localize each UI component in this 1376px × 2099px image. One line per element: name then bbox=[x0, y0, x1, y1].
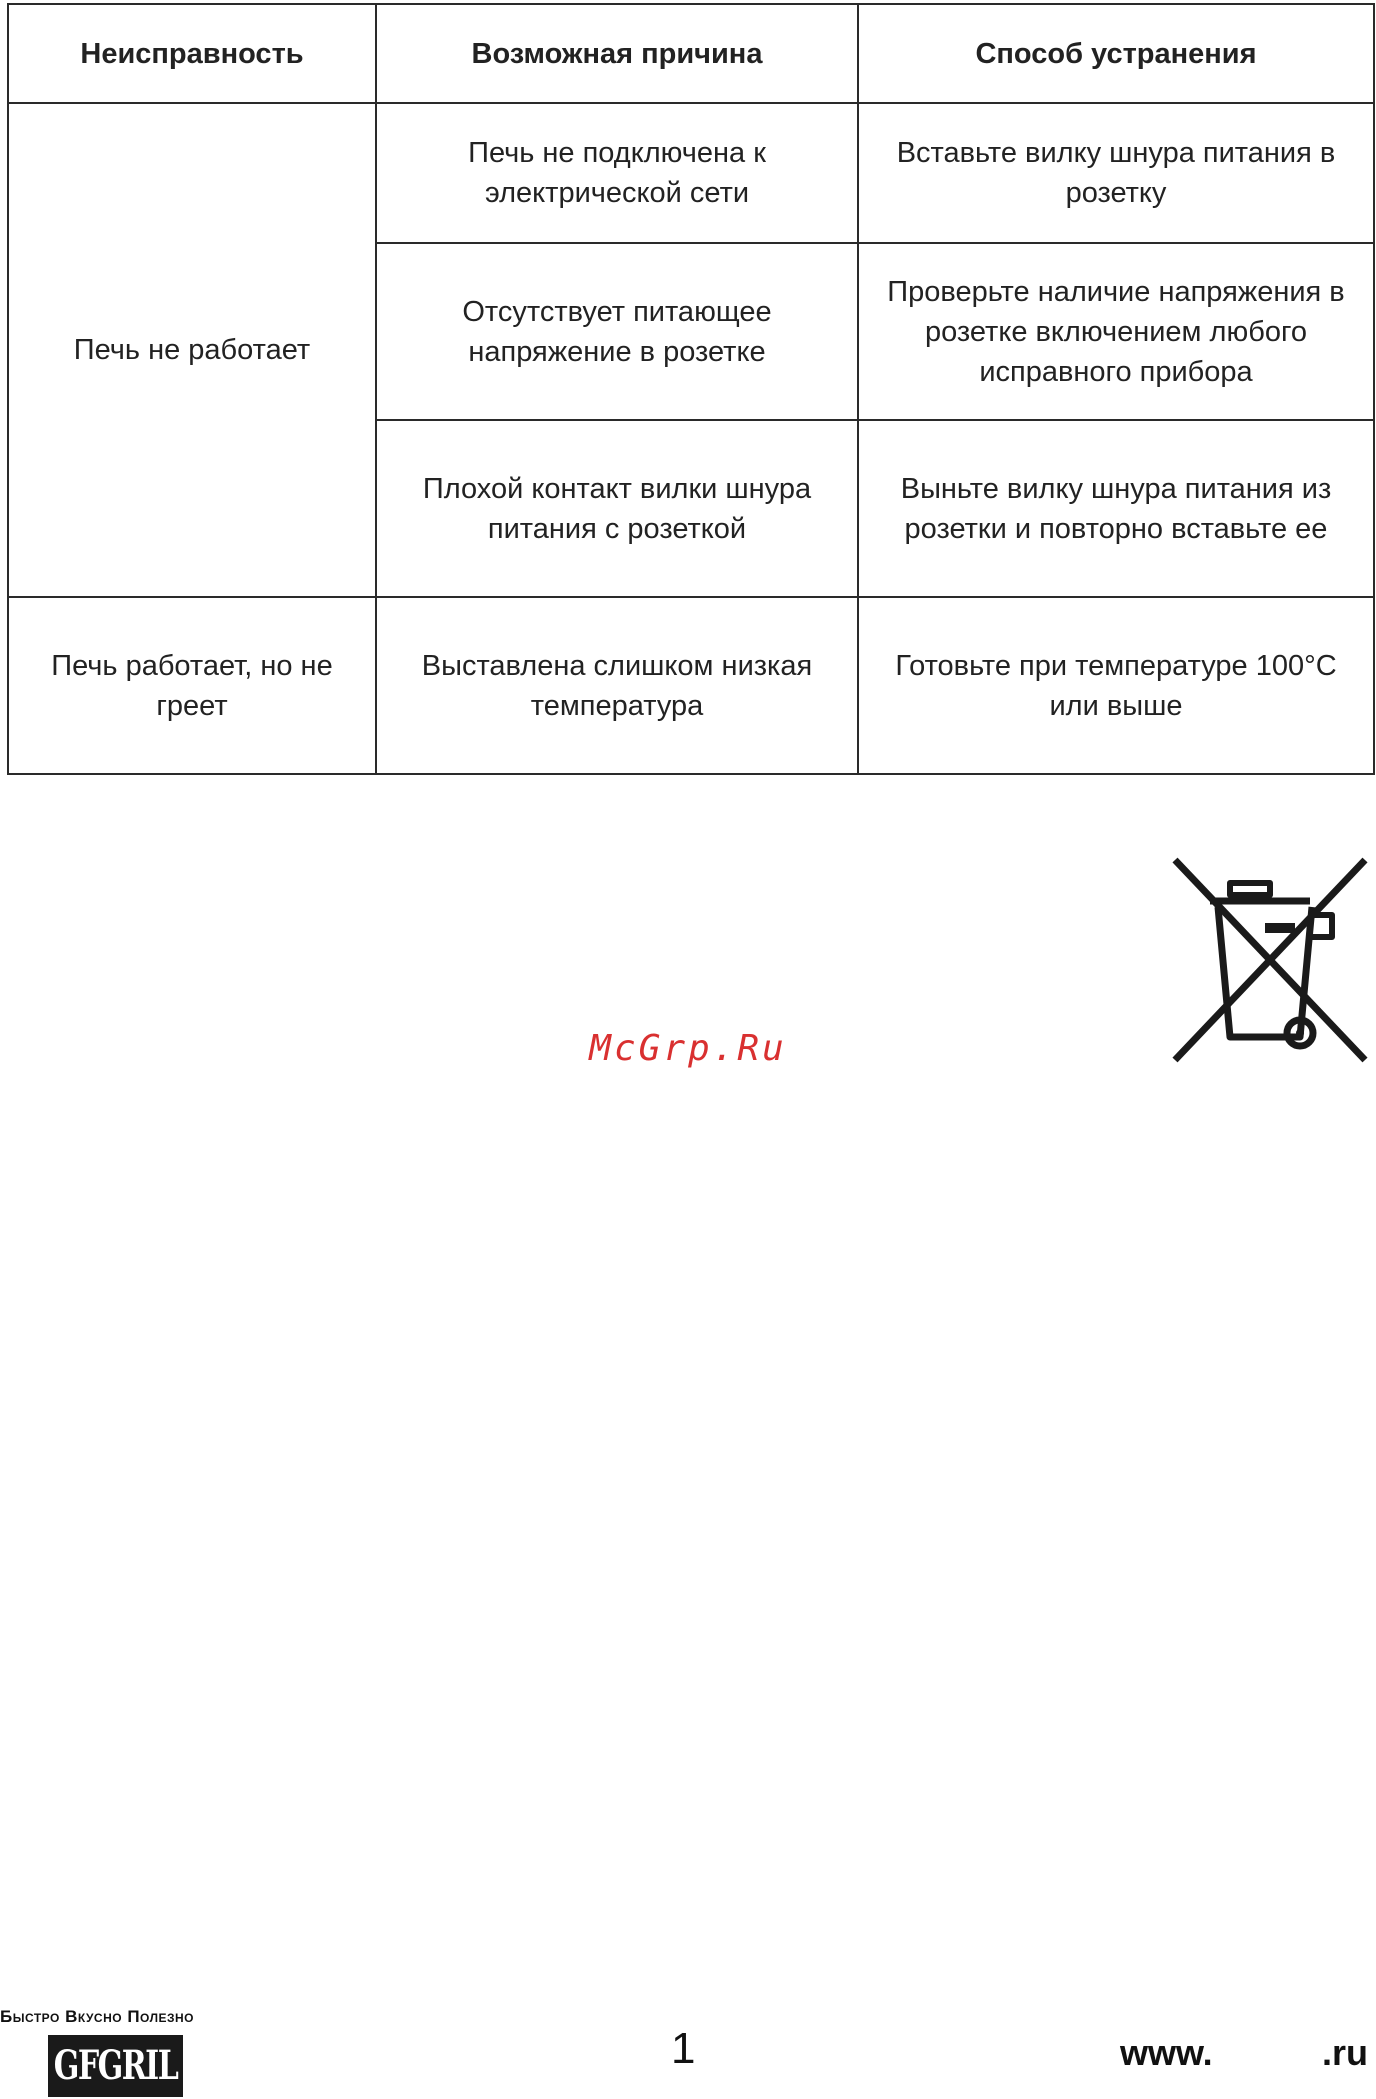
header-fault: Неисправность bbox=[8, 4, 376, 103]
remedy-text: Вставьте вилку шнура питания в розетку bbox=[896, 137, 1336, 209]
remedy-cell bbox=[858, 420, 1374, 597]
cause-text: Выставлена слишком низкая температура bbox=[421, 649, 813, 722]
troubleshooting-table bbox=[7, 3, 1375, 775]
cause-cell bbox=[376, 597, 858, 774]
cause-text: Отсутствует питающее напряжение в розетке bbox=[462, 295, 772, 368]
remedy-text: Выньте вилку шнура питания из розетки и повторно вставьте ее bbox=[900, 472, 1332, 545]
cause-text: Печь не подключена к электрической сети bbox=[468, 137, 766, 209]
remedy-text: Готовьте при температуре 100°C или выше bbox=[895, 649, 1337, 722]
fault-cell bbox=[8, 597, 376, 774]
brand-logo: GFGRIL bbox=[48, 2035, 183, 2097]
fault-cell bbox=[8, 103, 376, 597]
page-number: 1 bbox=[671, 2024, 696, 2073]
fault-text: Печь работает, но не греет bbox=[51, 649, 333, 722]
fault-text: Печь не работает bbox=[73, 334, 311, 366]
remedy-text: Проверьте наличие напряжения в розетке включением любого исправного прибора bbox=[887, 275, 1345, 388]
cause-cell bbox=[376, 420, 858, 597]
table-row bbox=[8, 103, 1374, 243]
remedy-cell bbox=[858, 597, 1374, 774]
footer-tagline: Быстро Вкусно Полезно bbox=[0, 2007, 195, 2026]
footer-url-prefix: www. bbox=[1120, 2032, 1213, 2073]
table-row bbox=[8, 597, 1374, 774]
remedy-cell bbox=[858, 243, 1374, 420]
header-remedy: Способ устранения bbox=[858, 4, 1374, 103]
table-header-row bbox=[8, 4, 1374, 103]
cause-text: Плохой контакт вилки шнура питания с розеткой bbox=[422, 472, 812, 545]
cause-cell bbox=[376, 243, 858, 420]
cause-cell bbox=[376, 103, 858, 243]
footer-url-suffix: .ru bbox=[1322, 2032, 1369, 2073]
remedy-cell bbox=[858, 103, 1374, 243]
crossed-out-wheelie-bin-icon bbox=[1170, 855, 1370, 1065]
watermark-text: McGrp.Ru bbox=[589, 1028, 787, 1069]
header-cause: Возможная причина bbox=[376, 4, 858, 103]
